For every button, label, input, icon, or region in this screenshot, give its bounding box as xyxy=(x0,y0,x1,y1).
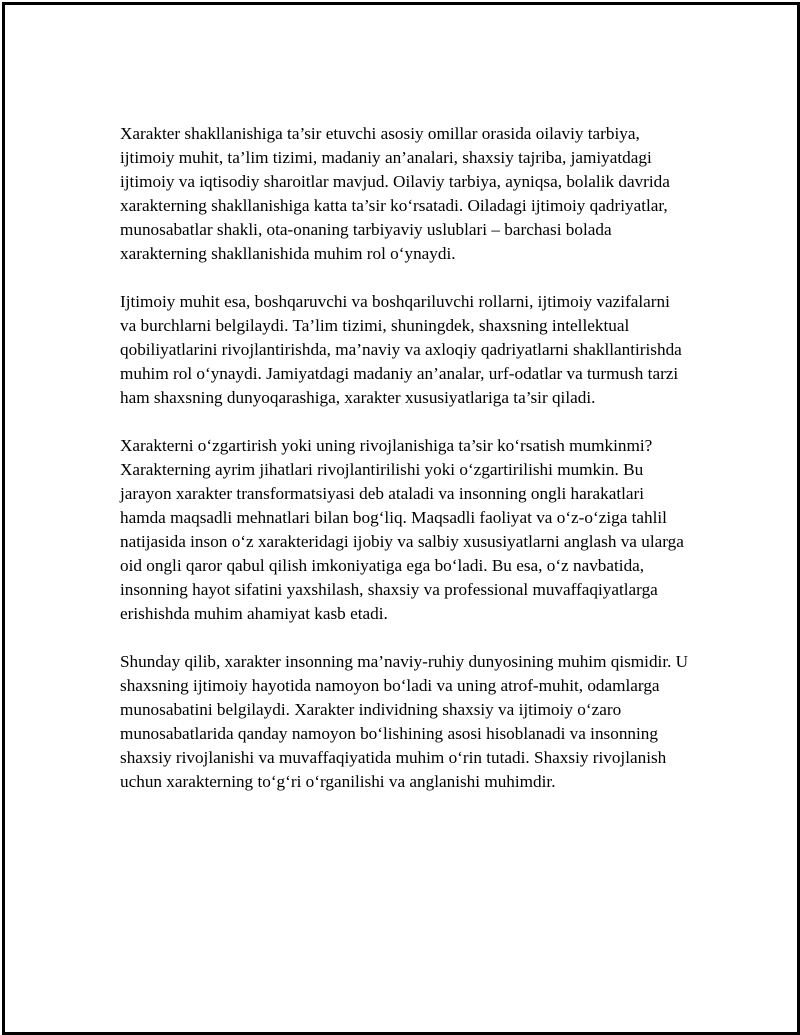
paragraph-2: Ijtimoiy muhit esa, boshqaruvchi va boshqariluvchi rollarni, ijtimoiy vazifalarni va burchlarni belgilaydi. Ta’lim tizimi, shuningdek, shaxsning intellektual qobiliyatlarini rivojlantirishda, ma’naviy va axloqiy qadriyatlarni shakllantirishda muhim rol o‘ynaydi. Jamiyatdagi madaniy an’analar, urf-odatlar va turmush tarzi ham shaxsning dunyoqarashiga, xarakter xususiyatlariga ta’sir qiladi. xyxy=(120,292,682,407)
paragraph-1: Xarakter shakllanishiga ta’sir etuvchi asosiy omillar orasida oilaviy tarbiya, ijtimoiy muhit, ta’lim tizimi, madaniy an’analari, shaxsiy tajriba, jamiyatdagi ijtimoiy va iqtisodiy sharoitlar mavjud. Oilaviy tarbiya, ayniqsa, bolalik davrida xarakterning shakllanishiga katta ta’sir ko‘rsatadi. Oiladagi ijtimoiy qadriyatlar, munosabatlar shakli, ota-onaning tarbiyaviy uslublari – barchasi bolada xarakterning shakllanishida muhim rol o‘ynaydi. xyxy=(120,124,670,263)
document-body xyxy=(120,122,690,818)
paragraph-3: Xarakterni o‘zgartirish yoki uning rivojlanishiga ta’sir ko‘rsatish mumkinmi? Xarakterning ayrim jihatlari rivojlantirilishi yoki o‘zgartirilishi mumkin. Bu jarayon xarakter transformatsiyasi deb ataladi va insonning ongli harakatlari hamda maqsadli mehnatlari bilan bog‘liq. Maqsadli faoliyat va o‘z-o‘ziga tahlil natijasida inson o‘z xarakteridagi ijobiy va salbiy xususiyatlarni anglash va ularga oid ongli qaror qabul qilish imkoniyatiga ega bo‘ladi. Bu esa, o‘z navbatida, insonning hayot sifatini yaxshilash, shaxsiy va professional muvaffaqiyatlarga erishishda muhim ahamiyat kasb etadi. xyxy=(120,436,684,623)
page-frame xyxy=(2,2,800,1035)
paragraph-4: Shunday qilib, xarakter insonning ma’naviy-ruhiy dunyosining muhim qismidir. U shaxsning ijtimoiy hayotida namoyon bo‘ladi va uning atrof-muhit, odamlarga munosabatini belgilaydi. Xarakter individning shaxsiy va ijtimoiy o‘zaro munosabatlarida qanday namoyon bo‘lishining asosi hisoblanadi va insonning shaxsiy rivojlanishi va muvaffaqiyatida muhim o‘rin tutadi. Shaxsiy rivojlanish uchun xarakterning to‘g‘ri o‘rganilishi va anglanishi muhimdir. xyxy=(120,652,689,791)
